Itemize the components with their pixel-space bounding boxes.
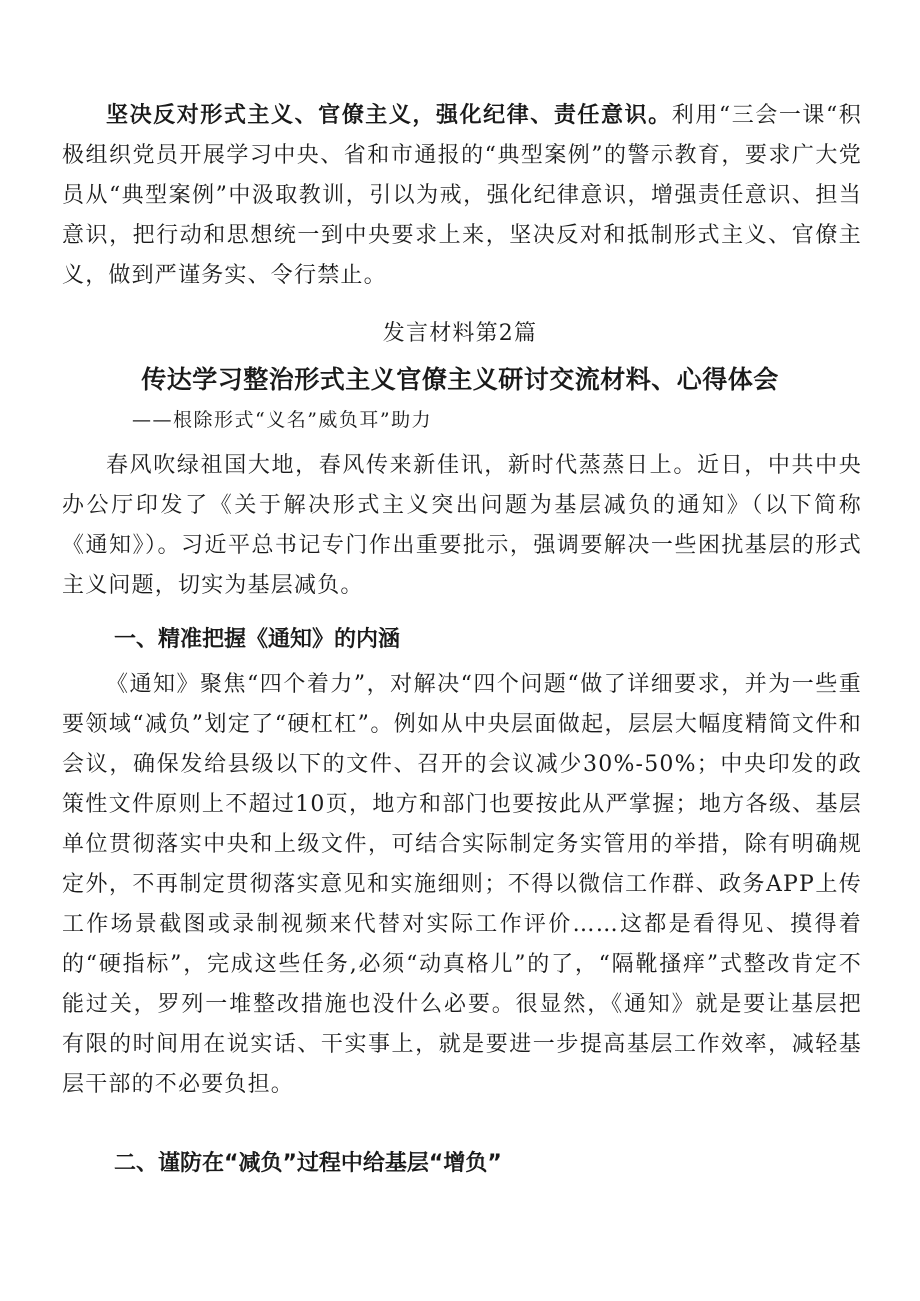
intro-lead: 坚决反对形式主义、官僚主义，强化纪律、责任意识。 bbox=[106, 103, 672, 128]
intro-paragraph bbox=[62, 96, 862, 296]
section-heading-1: 一、精准把握《通知》的内涵 bbox=[114, 627, 401, 652]
document-subtitle: ——根除形式“义名”威负耳”助力 bbox=[132, 409, 433, 431]
intro-body: 利用“三会一课“积极组织党员开展学习中央、省和市通报的“典型案例”的警示教育，要求广大党员从“典型案例”中汲取教训，引以为戒，强化纪律意识，增强责任意识、担当意识，把行动和思想统一到中央要求上来，坚决反对和抵制形式主义、官僚主义，做到严谨务实、令行禁止。 bbox=[62, 103, 863, 288]
body-paragraph-1: 春风吹绿祖国大地，春风传来新佳讯，新时代蒸蒸日上。近日，中共中央办公厅印发了《关于解决形式主义突出问题为基层减负的通知》（以下简称《通知》）。习近平总书记专门作出重要批示，强调要解决一些困扰基层的形式主义问题，切实为基层减负。 bbox=[62, 453, 862, 598]
document-title: 传达学习整治形式主义官僚主义研讨交流材料、心得体会 bbox=[141, 365, 779, 394]
body-paragraph-2: 《通知》聚焦“四个着力”，对解决“四个问题“做了详细要求，并为一些重要领域“减负”划定了“硬杠杠”。例如从中央层面做起，层层大幅度精简文件和会议，确保发给县级以下的文件、召开的会议减少30%-50%；中央印发的政策性文件原则上不超过10页，地方和部门也要按此从严掌握；地方各级、基层单位贯彻落实中央和上级文件，可结合实际制定务实管用的举措，除有明确规定外，不再制定贯彻落实意见和实施细则；不得以微信工作群、政务APP上传工作场景截图或录制视频来代替对实际工作评价……这都是看得见、摸得着的“硬指标”，完成这些任务,必须“动真格儿”的了，“隔靴搔痒”式整改肯定不能过关，罗列一堆整改措施也没什么必要。很显然，《通知》就是要让基层把有限的时间用在说实话、干实事上，就是要进一步提高基层工作效率，减轻基层干部的不必要负担。 bbox=[62, 672, 862, 1097]
section-heading-2: 二、谨防在“减负”过程中给基层“增负” bbox=[114, 1151, 502, 1176]
section-label: 发言材料第2篇 bbox=[382, 321, 538, 346]
